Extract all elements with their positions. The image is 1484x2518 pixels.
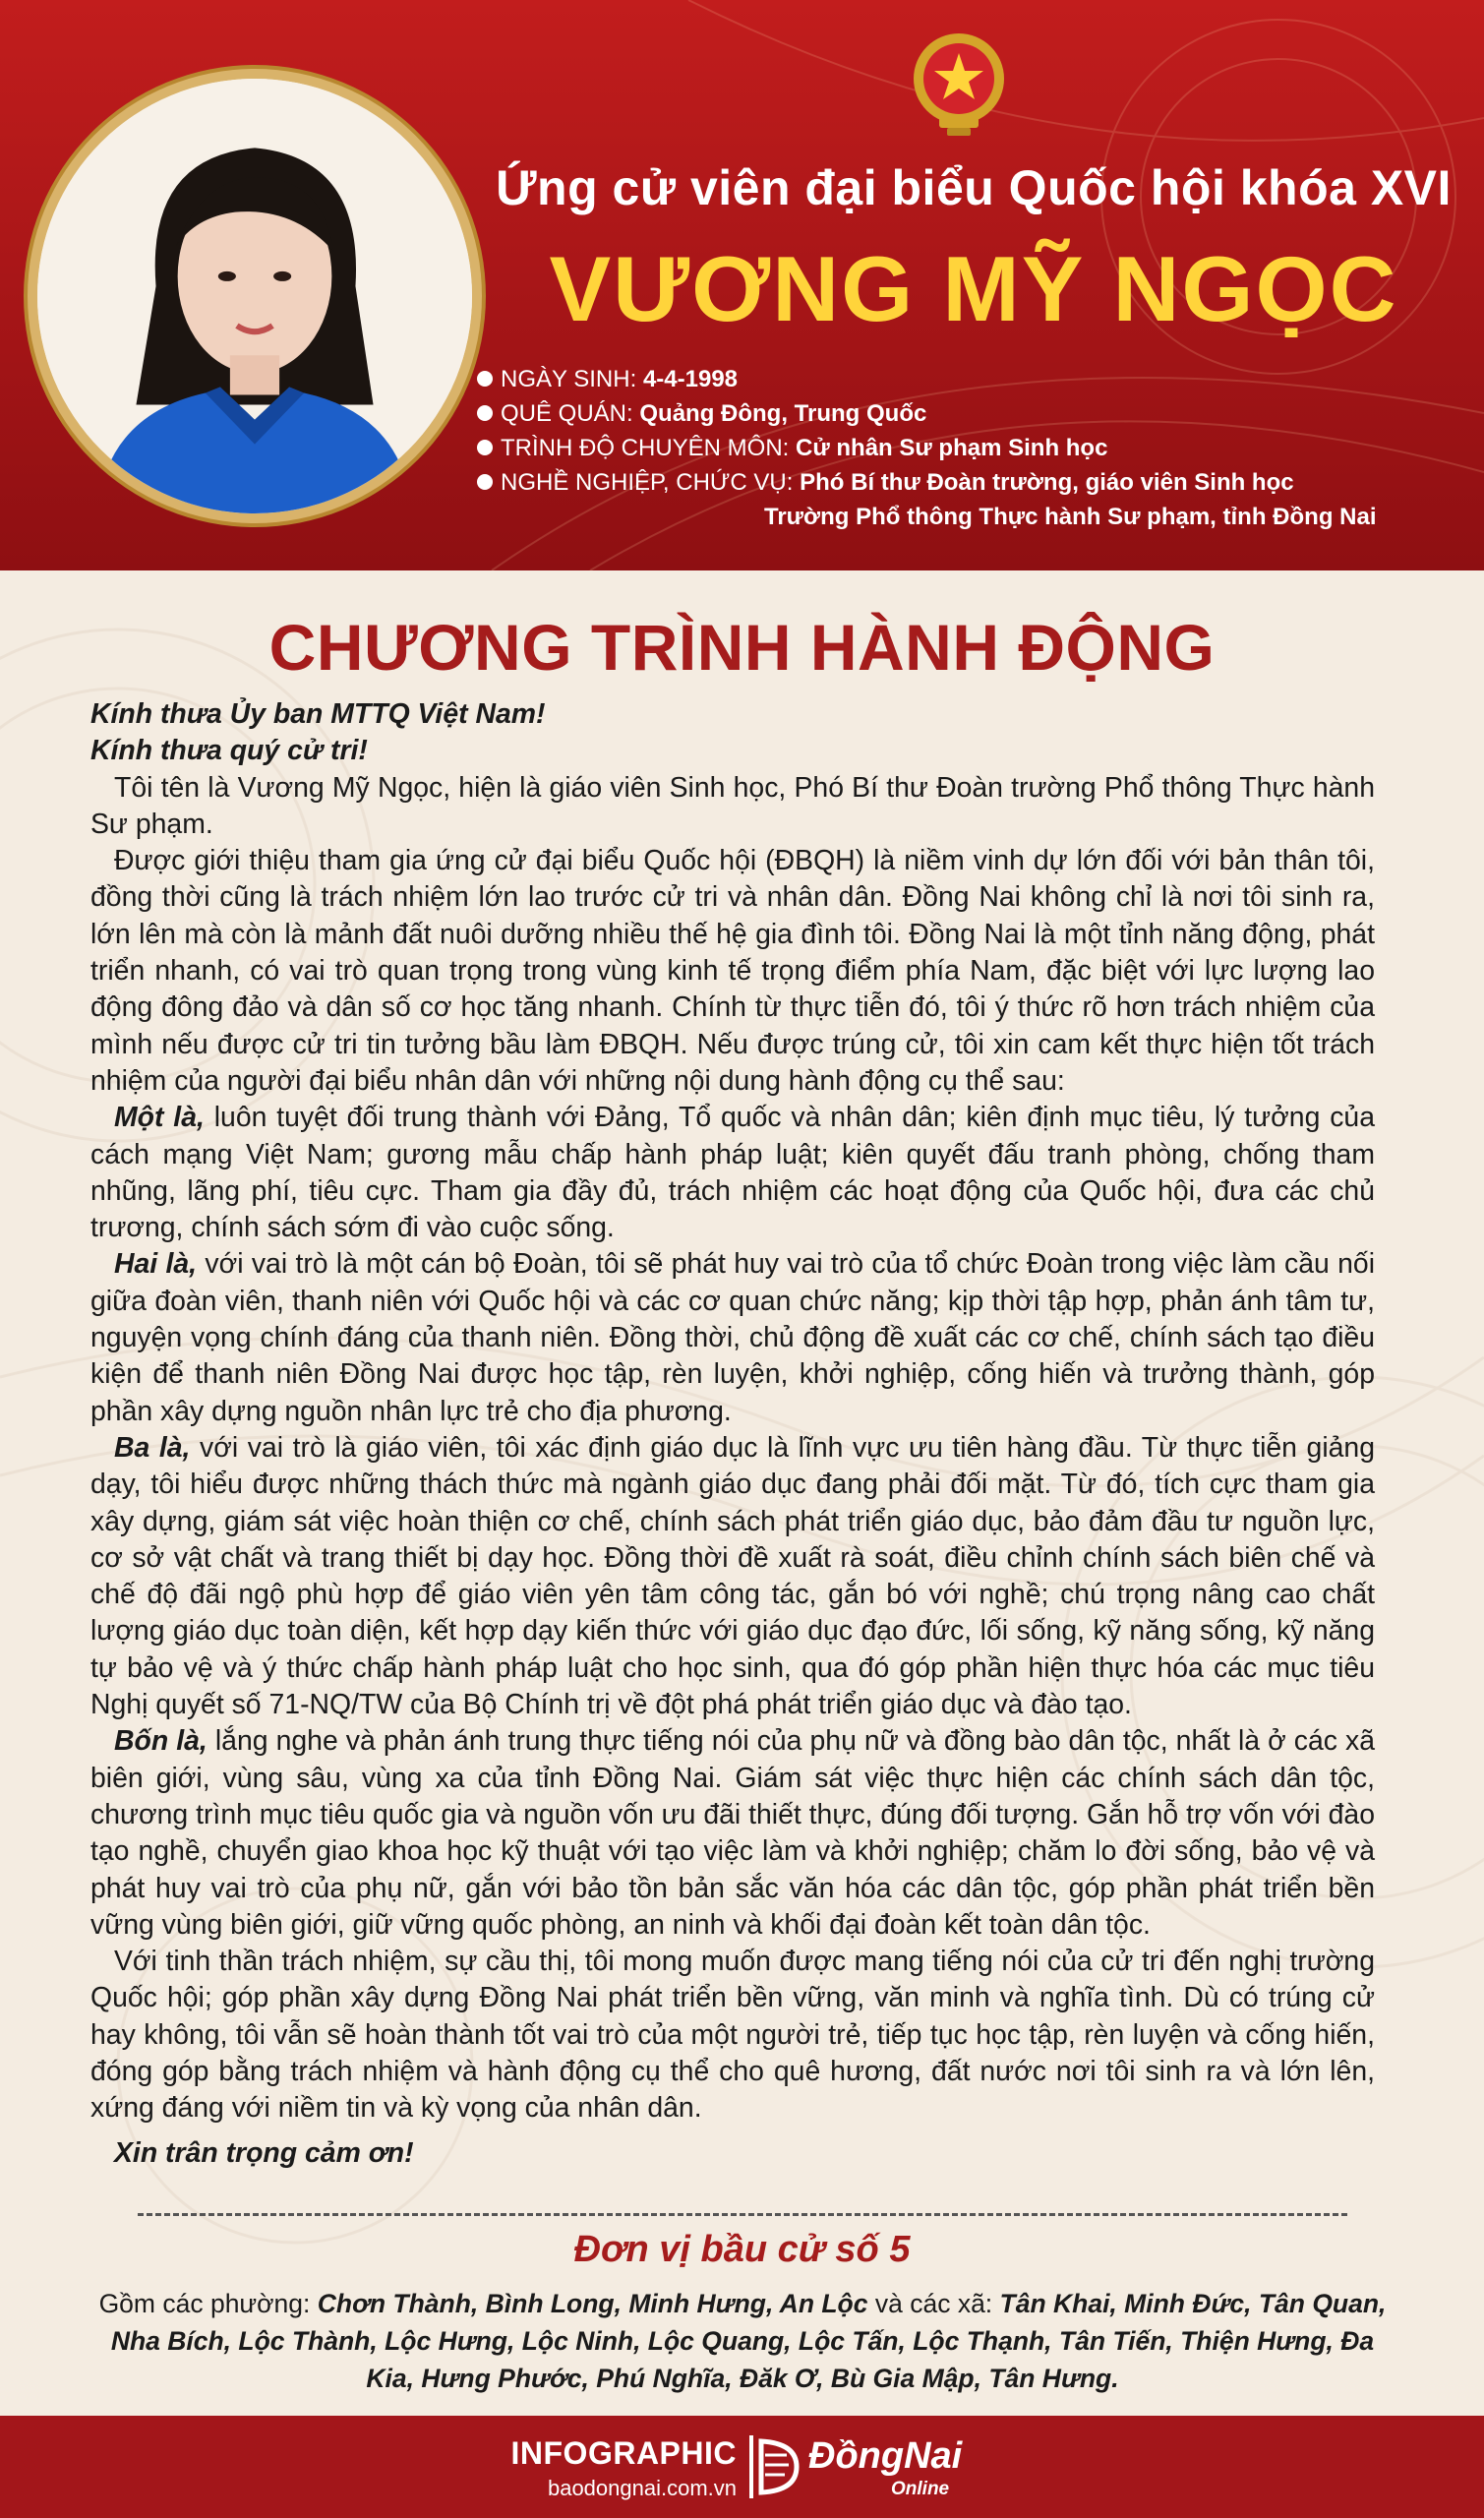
candidate-portrait: [37, 79, 472, 513]
candidate-subtitle: Ứng cử viên đại biểu Quốc hội khóa XVI: [496, 160, 1452, 215]
action-program-text: [90, 696, 1375, 2172]
candidate-info-list: [477, 362, 1460, 534]
intro-paragraph: Tôi tên là Vương Mỹ Ngọc, hiện là giáo viên Sinh học, Phó Bí thư Đoàn trường Phổ thông Thực hành Sư phạm.: [90, 771, 1375, 840]
divider: [138, 2213, 1347, 2216]
greeting-voters: Kính thưa quý cử tri!: [90, 735, 368, 767]
info-hometown: QUÊ QUÁN: Quảng Đông, Trung Quốc: [477, 396, 1460, 431]
paragraph-commitment: Được giới thiệu tham gia ứng cử đại biểu Quốc hội (ĐBQH) là niềm vinh dự lớn đối với bản thân tôi, đồng thời cũng là trách nhiệm lớn lao trước cử tri và nhân dân. Đồng Nai không chỉ là nơi tôi sinh ra, lớn lên mà còn là mảnh đất nuôi dưỡng nhiều thế hệ gia đình tôi. Đồng Nai là một tỉnh năng động, phát triển nhanh, có vai trò quan trọng trong vùng kinh tế trọng điểm phía Nam, đặc biệt với lực lượng lao động đông đảo và dân số cơ học tăng nhanh. Chính từ thực tiễn đó, tôi ý thức rõ hơn trách nhiệm của mình nếu được cử tri tin tưởng bầu làm ĐBQH. Nếu được trúng cử, tôi xin cam kết thực hiện tốt trách nhiệm của người đại biểu nhân dân với những nội dung hành động cụ thể sau:: [90, 845, 1375, 1097]
electoral-unit-areas: Gồm các phường: Chơn Thành, Bình Long, Minh Hưng, An Lộc và các xã: Tân Khai, Minh Đức, Tân Quan, Nha Bích, Lộc Thành, Lộc Hưng, Lộc Ninh, Lộc Quang, Lộc Tấn, Lộc Thạnh, Tân Tiến, Thiện Hưng, Đa Kia, Hưng Phước, Phú Nghĩa, Đăk Ơ, Bù Gia Mập, Tân Hưng.: [98, 2289, 1387, 2393]
paragraph-conclusion: Với tinh thần trách nhiệm, sự cầu thị, tôi mong muốn được mang tiếng nói của cử tri đến nghị trường Quốc hội; góp phần xây dựng Đồng Nai phát triển bền vững, văn minh và nghĩa tình. Dù có trúng cử hay không, tôi vẫn sẽ hoàn thành tốt vai trò của một người trẻ, tiếp tục học tập, rèn luyện và cống hiến, đóng góp bằng trách nhiệm và hành động cụ thể cho quê hương, đất nước nơi tôi sinh ra và lớn lên, xứng đáng với niềm tin và kỳ vọng của nhân dân.: [90, 1946, 1375, 2125]
brand-name: ĐồngNai: [808, 2435, 963, 2477]
info-qualification: TRÌNH ĐỘ CHUYÊN MÔN: Cử nhân Sư phạm Sinh học: [477, 431, 1460, 465]
paragraph-third: Ba là, với vai trò là giáo viên, tôi xác định giáo dục là lĩnh vực ưu tiên hàng đầu. Từ thực tiễn giảng dạy, tôi hiểu được những thách thức mà ngành giáo dục đang phải đối mặt. Từ đó, tích cực tham gia xây dựng, giám sát việc hoàn thiện cơ chế, chính sách phát triển giáo dục, bảo đảm đầu tư nguồn lực, cơ sở vật chất và trang thiết bị dạy học. Đồng thời đề xuất rà soát, điều chỉnh chính sách biên chế và chế độ đãi ngộ phù hợp để giáo viên yên tâm công tác, gắn bó với nghề; chú trọng nâng cao chất lượng giáo dục toàn diện, kết hợp dạy kiến thức với giáo dục đạo đức, lối sống, kỹ năng sống, kỹ năng tự bảo vệ và ý thức chấp hành pháp luật cho học sinh, qua đó góp phần hiện thực hóa các mục tiêu Nghị quyết số 71-NQ/TW của Bộ Chính trị về đột phá phát triển giáo dục và đào tạo.: [90, 1431, 1375, 1721]
info-occupation-continuation: Trường Phổ thông Thực hành Sư phạm, tỉnh Đồng Nai: [764, 504, 1377, 530]
newspaper-logo-icon: [747, 2433, 806, 2500]
info-birth-date: NGÀY SINH: 4-4-1998: [477, 362, 1460, 396]
candidate-name: VƯƠNG MỸ NGỌC: [549, 237, 1398, 340]
bullet-icon: [477, 440, 493, 455]
electoral-unit-title: Đơn vị bầu cử số 5: [573, 2229, 911, 2270]
paragraph-fourth: Bốn là, lắng nghe và phản ánh trung thực tiếng nói của phụ nữ và đồng bào dân tộc, nhất là ở các xã biên giới, vùng sâu, vùng xa của tỉnh Đồng Nai. Giám sát việc thực hiện các chính sách dân tộc, chương trình mục tiêu quốc gia và nguồn vốn ưu đãi thiết thực, đúng đối tượng. Gắn hỗ trợ vốn với đào tạo nghề, chuyển giao khoa học kỹ thuật với tạo việc làm và khởi nghiệp; chăm lo đời sống, bảo vệ và phát huy vai trò của phụ nữ, gắn với bảo tồn bản sắc văn hóa các dân tộc, góp phần phát triển bền vững vùng biên giới, giữ vững quốc phòng, an ninh và khối đại đoàn kết toàn dân tộc.: [90, 1725, 1376, 1941]
section-title: CHƯƠNG TRÌNH HÀNH ĐỘNG: [268, 611, 1216, 684]
site-link[interactable]: baodongnai.com.vn: [547, 2476, 737, 2500]
infographic-label: INFOGRAPHIC: [510, 2435, 737, 2471]
bullet-icon: [477, 474, 493, 490]
national-emblem-icon: [910, 30, 1008, 138]
brand-subtitle: Online: [891, 2479, 950, 2499]
bullet-icon: [477, 371, 493, 387]
header-banner: [0, 0, 1484, 570]
bullet-icon: [477, 405, 493, 421]
info-occupation: NGHỀ NGHIỆP, CHỨC VỤ: Phó Bí thư Đoàn trường, giáo viên Sinh học: [477, 465, 1460, 500]
paragraph-first: Một là, luôn tuyệt đối trung thành với Đảng, Tổ quốc và nhân dân; kiên định mục tiêu, lý tưởng của cách mạng Việt Nam; gương mẫu chấp hành pháp luật; kiên quyết đấu tranh phòng, chống tham nhũng, lãng phí, tiêu cực. Tham gia đầy đủ, trách nhiệm các hoạt động của Quốc hội, đưa các chủ trương, chính sách sớm đi vào cuộc sống.: [90, 1102, 1375, 1244]
paragraph-second: Hai là, với vai trò là một cán bộ Đoàn, tôi sẽ phát huy vai trò của tổ chức Đoàn trong việc làm cầu nối giữa đoàn viên, thanh niên với Quốc hội và các cơ quan chức năng; kịp thời tập hợp, phản ánh tâm tư, nguyện vọng chính đáng của thanh niên. Đồng thời, chủ động đề xuất các cơ chế, chính sách tạo điều kiện để thanh niên Đồng Nai được học tập, rèn luyện, khởi nghiệp, cống hiến và trưởng thành, góp phần xây dựng nguồn nhân lực trẻ cho địa phương.: [90, 1248, 1376, 1427]
closing-thanks: Xin trân trọng cảm ơn!: [114, 2136, 414, 2169]
footer-bar: [0, 2416, 1484, 2518]
greeting-committee: Kính thưa Ủy ban MTTQ Việt Nam!: [90, 698, 546, 730]
footer-credit: [511, 2435, 738, 2501]
